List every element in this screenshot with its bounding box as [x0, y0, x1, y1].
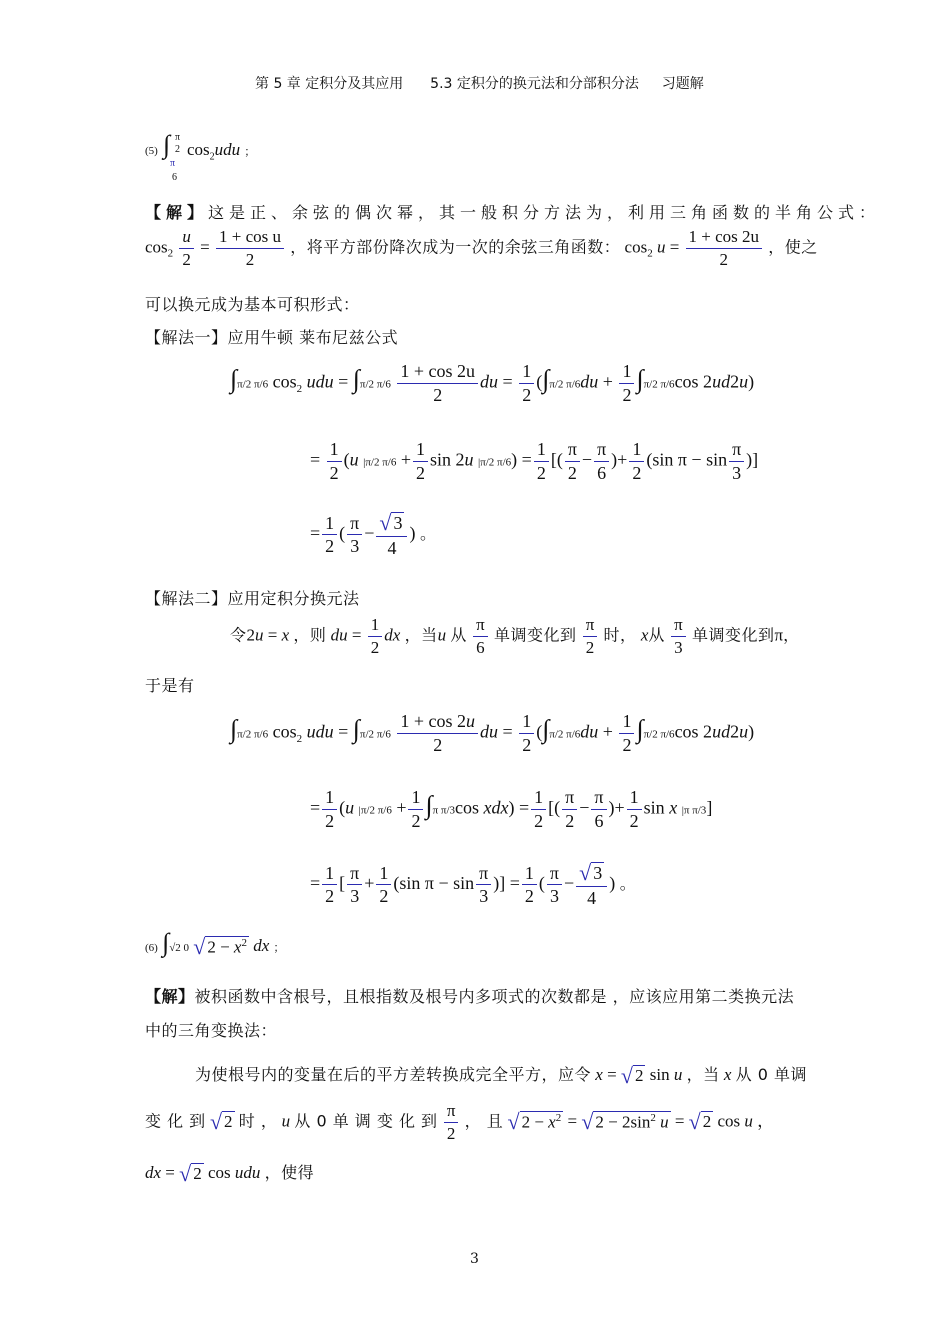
solution-6-intro-2: 中的三角变换法： [145, 1021, 278, 1040]
method-2-line-1: ∫π/2 π/6 $\cos_2$ udu = ∫π/2 π/6 $\frac{1 + \cos 2u}{2}$ du = $\frac{1}{2}$ (∫π/2 π/6du + $\frac{1}{2}$ ∫π/2 π/6cos 2ud2u) [230, 711, 755, 755]
problem-5 [145, 130, 445, 190]
header-section: 5.3 定积分的换元法和分部积分法 [430, 76, 639, 92]
integrand: $\cos_2udu$ ； [187, 140, 256, 163]
method-1-title: 【解法一】应用牛顿 莱布尼兹公式 [145, 328, 399, 347]
half-angle-line: $\cos_2$ $\frac{u}{2}$ = $\frac{\text{1 + cos u}}{2}$ ，将平方部份降次成为一次的余弦三角函数： $\cos_2 u$ = $\frac{1 + \cos 2u}{2}$ ，使之 [145, 227, 818, 269]
solution-6-para-2: 变 化 到 √ 2 时 ， u 从 0 单 调 变 化 到 $\frac{\pi}{2}$ ， 且 √ $2 - x^2$ = √ $2 - 2\sin^2$ u = √ 2 cos u ， [145, 1101, 775, 1143]
upper-limit-den: 2 [175, 144, 180, 155]
solution-6-para-3: dx = √ 2 cos udu ，使得 [145, 1161, 315, 1187]
problem-5-label: (5) [145, 145, 158, 157]
method-2-title: 【解法二】应用定积分换元法 [145, 589, 360, 608]
method-2-line-3: = $\frac{1}{2}$ [ $\frac{\pi}{3}$ + $\frac{1}{2}$ (sin π − sin $\frac{\pi}{3}$ )] = $\frac{1}{2}$ ( $\frac{\pi}{3}$ − √ 3 4 ) 。 [310, 860, 637, 908]
header-chapter: 第 5 章 定积分及其应用 [255, 76, 404, 92]
page-number: 3 [470, 1251, 479, 1267]
solution-6-intro: 【解】被积函数中含根号，且根指数及根号内多项式的次数都是 ，应该应用第二类换元法 [145, 987, 795, 1006]
integral-sign: ∫ [163, 130, 171, 159]
problem-6: (6) ∫√2 0 √ $2 - x^2$ dx ； [145, 928, 285, 960]
header-subtitle: 习题解 [661, 76, 704, 92]
solution-5-conclude: 可以换元成为基本可积形式： [145, 295, 360, 314]
method-2-thus: 于是有 [145, 676, 195, 695]
solution-5-intro: 【解】这是正、余弦的偶次幂，其一般积分方法为，利用三角函数的半角公式： [145, 203, 881, 222]
problem-6-label: (6) [145, 942, 158, 954]
method-1-line-3: = $\frac{1}{2}$ ( $\frac{\pi}{3}$ − √ 3 4 ) 。 [310, 510, 437, 558]
method-2-substitution: 令2u = x ，则 du = $\frac{1}{2}$ dx ，当u 从 $\frac{\pi}{6}$ 单调变化到 $\frac{\pi}{2}$ 时， x从 $\frac{\pi}{3}$ 单调变化到π， [230, 615, 800, 657]
solution-6-para-1: 为使根号内的变量在后的平方差转换成完全平方，应令 x = √ 2 sin u ，当 x 从 0 单调 [195, 1063, 807, 1089]
lower-limit: π [170, 158, 176, 169]
page-header [255, 73, 704, 93]
upper-limit: π [175, 132, 181, 143]
method-2-line-2: = $\frac{1}{2}$ (u |π/2 π/6 + $\frac{1}{2}$ ∫π π/3cos xdx) = $\frac{1}{2}$ [( $\frac{\pi}{2}$ − $\frac{\pi}{6}$ )+ $\frac{1}{2}$ sin x |π π/3] [310, 787, 713, 831]
lower-limit-den: 6 [172, 172, 177, 183]
method-1-line-2: = $\frac{1}{2}$ (u |π/2 π/6 + $\frac{1}{2}$ sin 2u |π/2 π/6) = $\frac{1}{2}$ [( $\frac{\pi}{2}$ − $\frac{\pi}{6}$ )+ $\frac{1}{2}$ (sin π − sin $\frac{\pi}{3}$ )] [310, 439, 759, 483]
method-1-line-1: ∫π/2 π/6 $\cos_2$ udu = ∫π/2 π/6 $\frac{1 + \cos 2u}{2}$ du = $\frac{1}{2}$ (∫π/2 π/6du + $\frac{1}{2}$ ∫π/2 π/6cos 2ud2u) [230, 361, 755, 405]
